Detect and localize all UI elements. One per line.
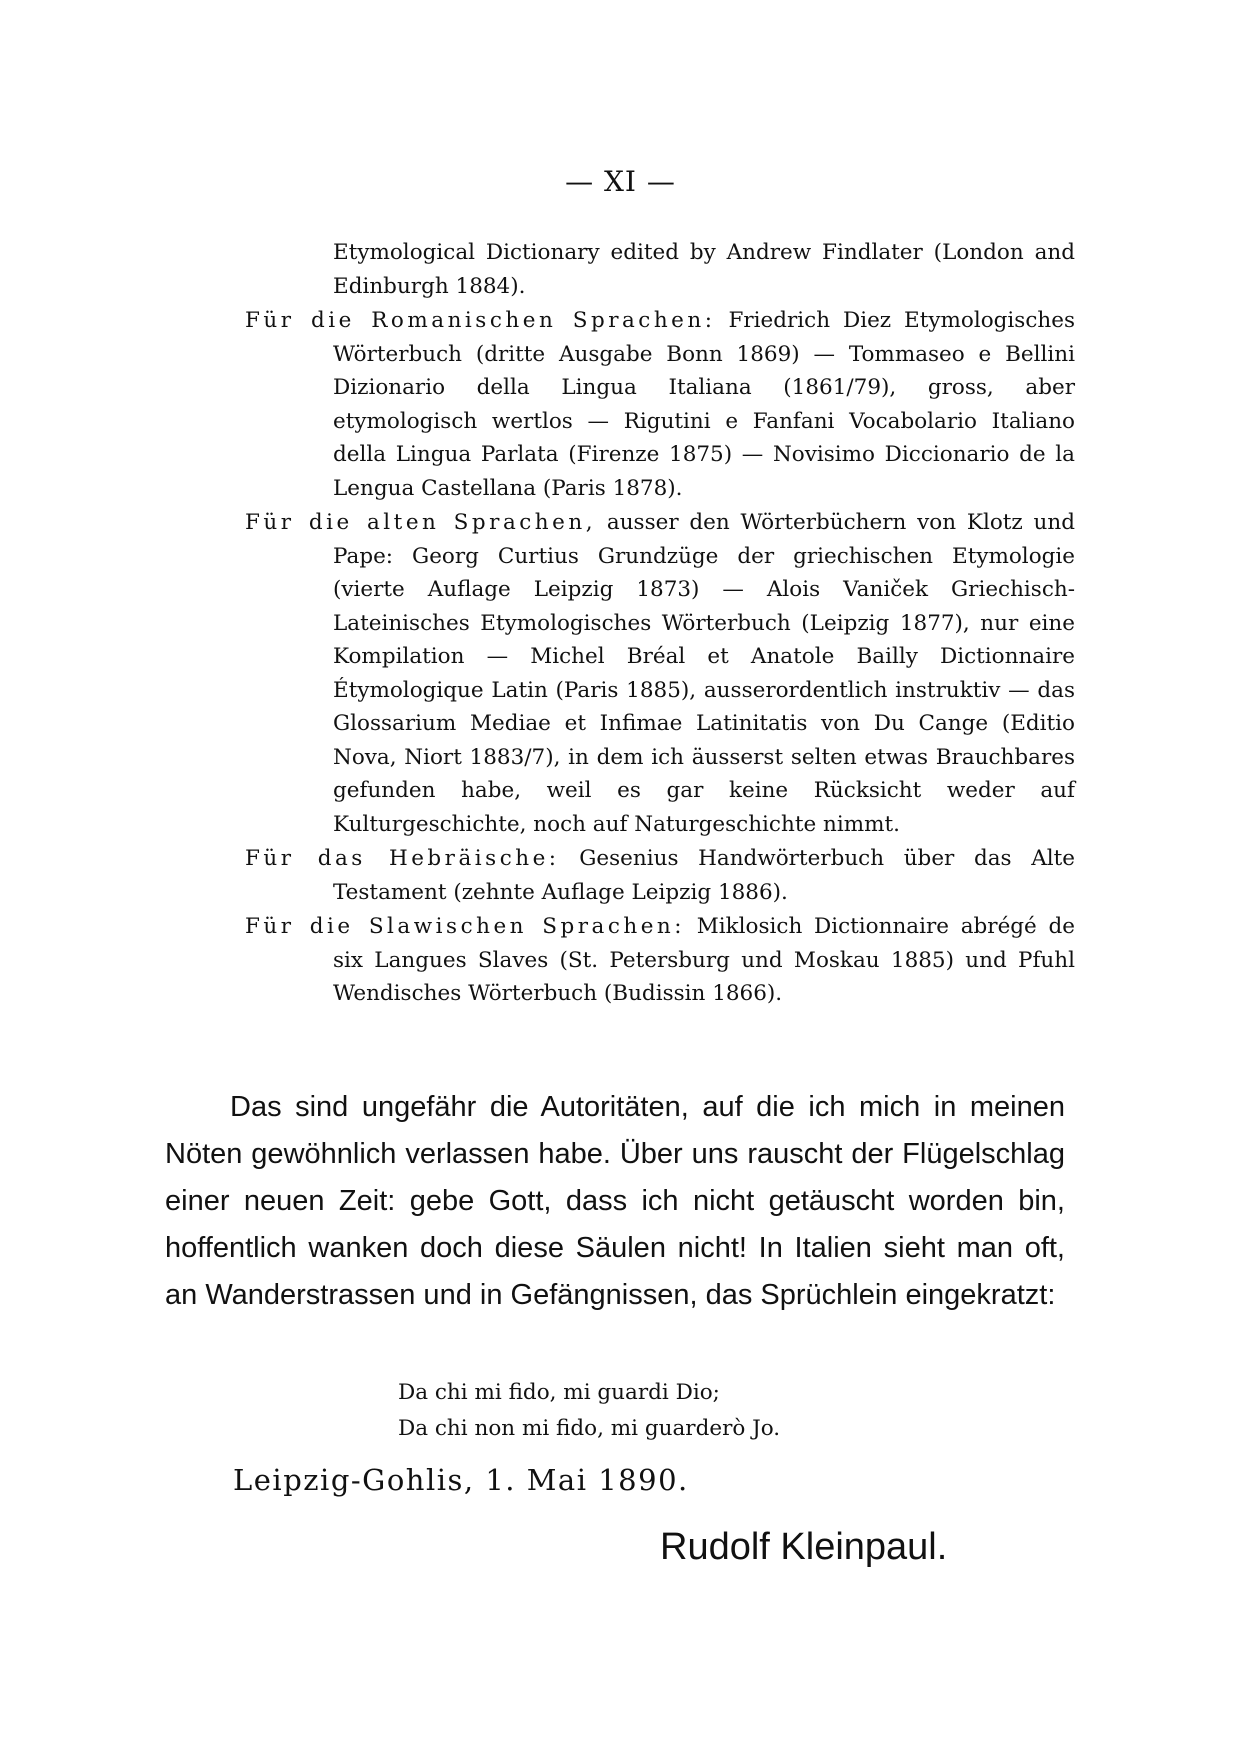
reference-label: Für die alten Sprachen, xyxy=(245,510,597,535)
verse-line: Da chi mi fido, mi guardi Dio; xyxy=(398,1380,720,1405)
reference-list xyxy=(245,236,1075,1012)
verse-quote xyxy=(398,1375,780,1447)
place-date: Leipzig-Gohlis, 1. Mai 1890. xyxy=(233,1463,689,1497)
reference-label: Für das Hebräische: xyxy=(245,846,560,871)
body-paragraph: Das sind ungefähr die Autoritäten, auf die ich mich in meinen Nöten gewöhnlich verlassen habe. Über uns rauscht der Flügelschlag einer neuen Zeit: gebe Gott, dass ich nicht getäuscht worden bin, hoffentlich wanken doch diese Säulen nicht! In Italien sieht man oft, an Wanderstrassen und in Gefängnissen, das Sprüchlein eingekratzt: xyxy=(165,1091,1065,1311)
reference-text: Miklosich Dictionnaire abrégé de six Langues Slaves (St. Petersburg und Moskau 1885) und Pfuhl Wendisches Wörterbuch (Budissin 1866). xyxy=(333,914,1075,1006)
reference-text: Friedrich Diez Etymologisches Wörterbuch (dritte Ausgabe Bonn 1869) — Tommaseo e Bellini Dizionario della Lingua Italiana (1861/79), gross, aber etymologisch wertlos — Rigutini e Fanfani Vocabolario Italiano della Lingua Parlata (Firenze 1875) — Novisimo Diccionario de la Lengua Castellana (Paris 1878). xyxy=(333,308,1075,501)
reference-label: Für die Romanischen Sprachen: xyxy=(245,308,716,333)
reference-text: Etymological Dictionary edited by Andrew Findlater (London and Edinburgh 1884). xyxy=(333,240,1075,299)
reference-text: ausser den Wörterbüchern von Klotz und Pape: Georg Curtius Grundzüge der griechischen Etymologie (vierte Auflage Leipzig 1873) — Alois Vaniček Griechisch-Lateinisches Etymologisches Wörterbuch (Leipzig 1877), nur eine Kompilation — Michel Bréal et Anatole Bailly Dictionnaire Étymologique Latin (Paris 1885), ausserordentlich instruktiv — das Glossarium Mediae et Infimae Latinitatis von Du Cange (Editio Nova, Niort 1883/7), in dem ich äusserst selten etwas Brauchbares gefunden habe, weil es gar keine Rücksicht weder auf Kulturgeschichte, noch auf Naturgeschichte nimmt. xyxy=(333,510,1075,837)
reference-entry xyxy=(245,304,1075,505)
reference-text: Gesenius Handwörterbuch über das Alte Testament (zehnte Auflage Leipzig 1886). xyxy=(333,846,1075,905)
author-signature: Rudolf Kleinpaul. xyxy=(660,1526,948,1568)
reference-entry xyxy=(245,910,1075,1011)
reference-entry xyxy=(245,236,1075,303)
reference-label: Für die Slawischen Sprachen: xyxy=(245,914,686,939)
verse-line: Da chi non mi fido, mi guarderò Jo. xyxy=(398,1416,781,1441)
reference-entry xyxy=(245,842,1075,909)
page-number: — XI — xyxy=(565,165,676,198)
reference-entry xyxy=(245,506,1075,841)
